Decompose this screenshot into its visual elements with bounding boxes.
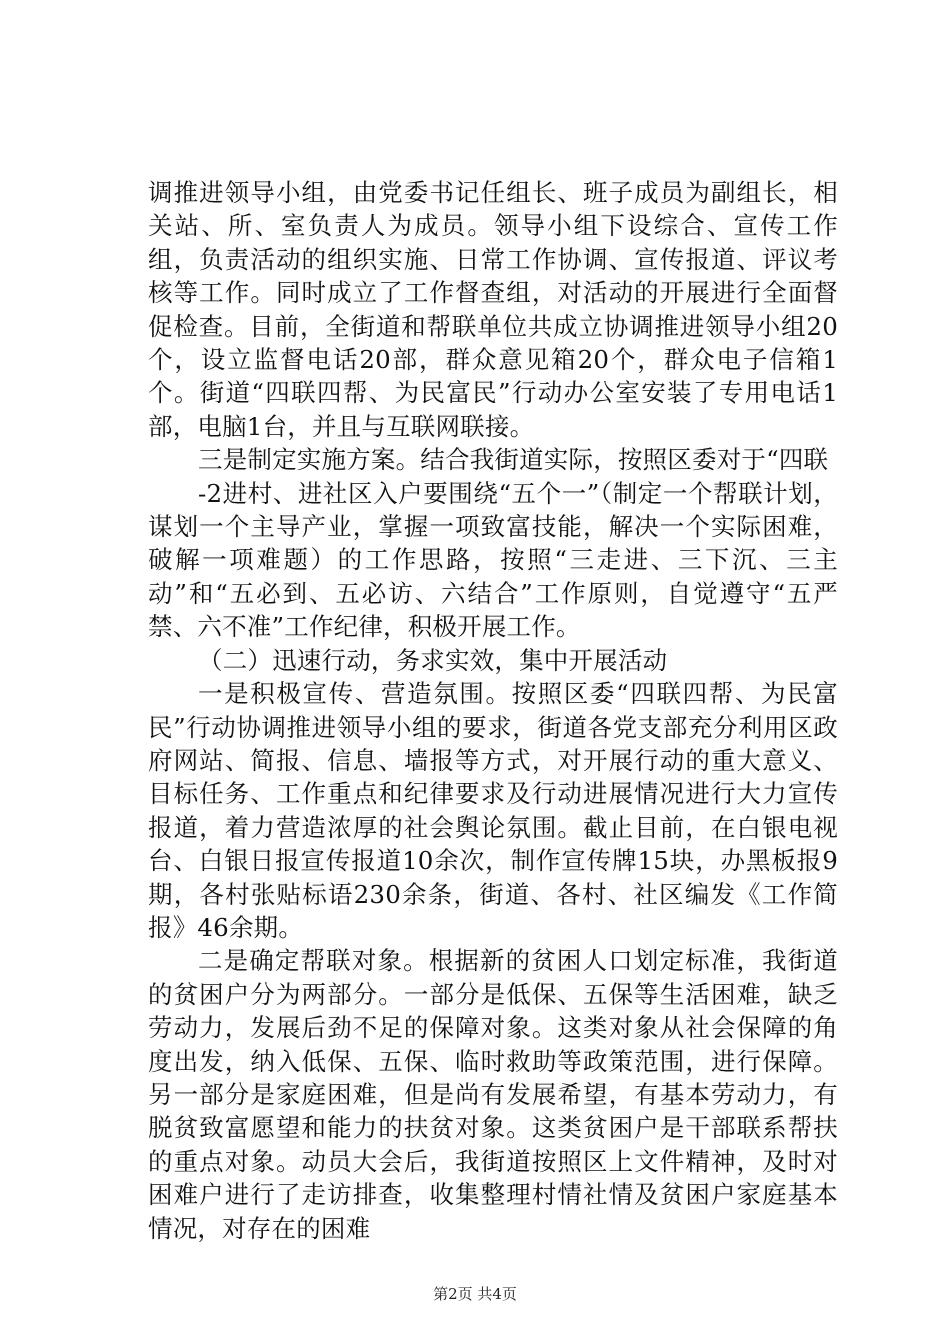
paragraph-publicity: 一是积极宣传、营造氛围。按照区委“四联四帮、为民富民”行动协调推进领导小组的要求，街道各党支部充分利用区政府网站、简报、信息、墙报等方式，对开展行动的重大意义、目标任务、工作重点和纪律要求及行动进展情况进行大力宣传报道，着力营造浓厚的社会舆论氛围。截止目前，在白银电视台、白银日报宣传报道10余次，制作宣传牌15块，办黑板报9期，各村张贴标语230余条，街道、各村、社区编发《工作简报》46余期。 — [148, 679, 838, 942]
paragraph-five-ones: -2进村、进社区入户要围绕“五个一”（制定一个帮联计划，谋划一个主导产业，掌握一项致富技能，解决一个实际困难，破解一项难题）的工作思路，按照“三走进、三下沉、三主动”和“五必到、五必访、六结合”工作原则，自觉遵守“五严禁、六不准”工作纪律，积极开展工作。 — [148, 478, 838, 642]
paragraph-assistance-targets: 二是确定帮联对象。根据新的贫困人口划定标准，我街道的贫困户分为两部分。一部分是低保、五保等生活困难，缺乏劳动力，发展后劲不足的保障对象。这类对象从社会保障的角度出发，纳入低保、五保、临时救助等政策范围，进行保障。另一部分是家庭困难，但是尚有发展希望，有基本劳动力，有脱贫致富愿望和能力的扶贫对象。这类贫困户是干部联系帮扶的重点对象。动员大会后，我街道按照区上文件精神，及时对困难户进行了走访排查，收集整理村情社情及贫困户家庭基本情况，对存在的困难 — [148, 946, 838, 1243]
section-heading: （二）迅速行动，务求实效，集中开展活动 — [198, 645, 668, 675]
page-number-footer: 第2页 共4页 — [433, 1285, 517, 1303]
paragraph-implementation-plan: 三是制定实施方案。结合我街道实际，按照区委对于“四联 — [198, 445, 829, 475]
paragraph-leadership-group: 调推进领导小组，由党委书记任组长、班子成员为副组长，相关站、所、室负责人为成员。领导小组下设综合、宣传工作组，负责活动的组织实施、日常工作协调、宣传报道、评议考核等工作。同时成立了工作督查组，对活动的开展进行全面督促检查。目前，全街道和帮联单位共成立协调推进领导小组20个，设立监督电话20部，群众意见箱20个，群众电子信箱1个。街道“四联四帮、为民富民”行动办公室安装了专用电话1部，电脑1台，并且与互联网联接。 — [148, 178, 838, 441]
document-body — [148, 176, 838, 1245]
